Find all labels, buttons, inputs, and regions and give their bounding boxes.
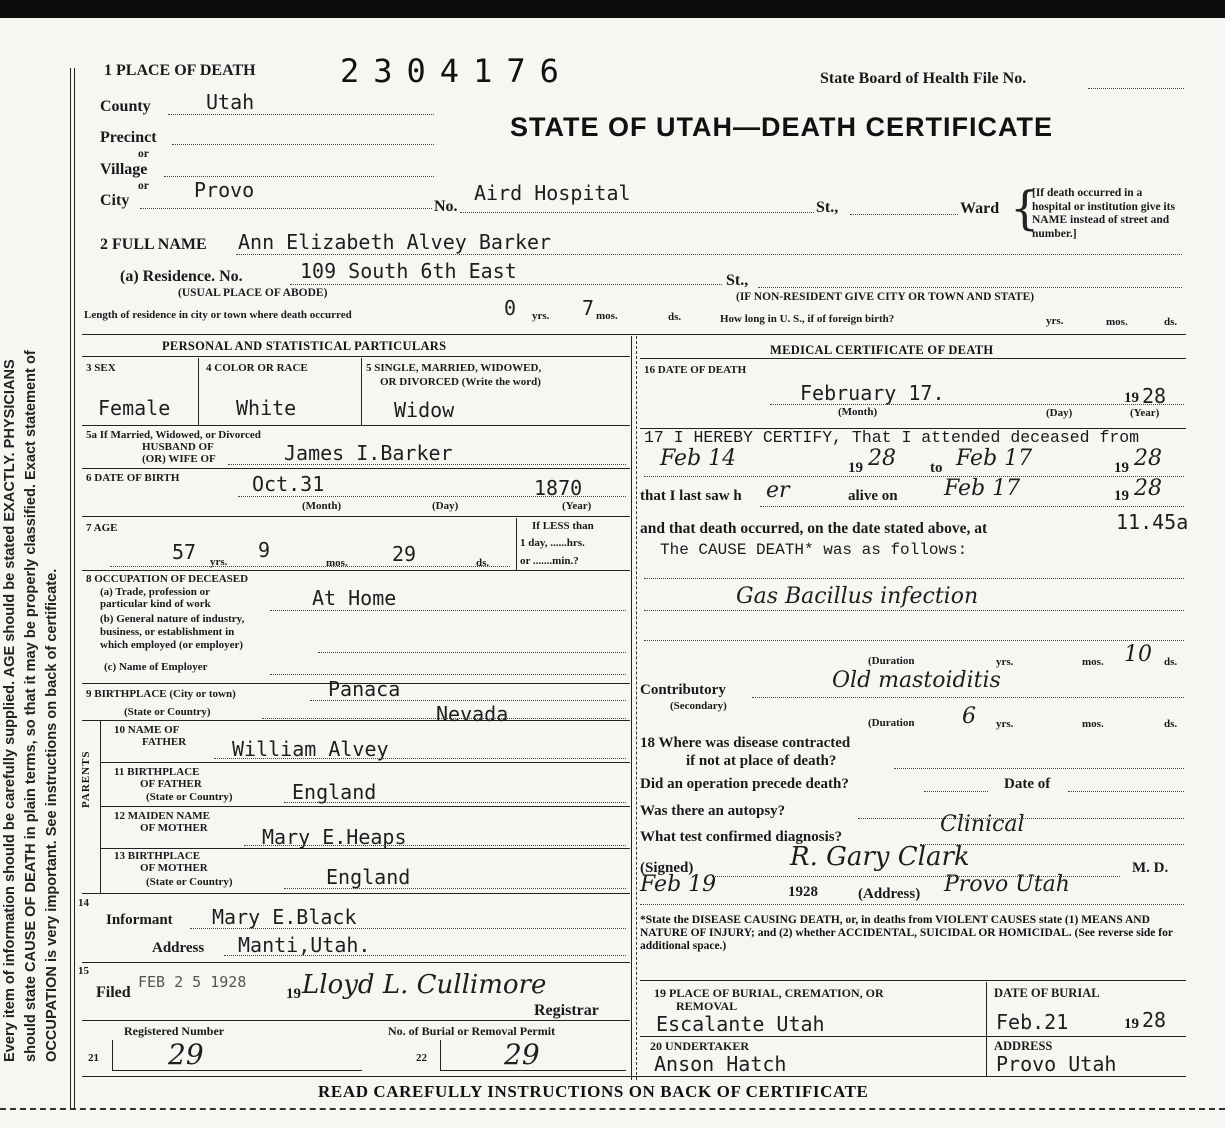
signed-address-label: (Address) <box>858 886 921 902</box>
item-15-label: 15 <box>78 965 89 977</box>
autopsy-label: Was there an autopsy? <box>640 803 786 819</box>
center-divider-dashed <box>636 336 637 1080</box>
undertaker-address-value: Provo Utah <box>996 1052 1117 1076</box>
date-of-death-value: February 17. <box>800 381 945 405</box>
burial-date-value: Feb.21 <box>996 1010 1069 1034</box>
bottom-rule <box>82 1076 1186 1077</box>
cause-line-3 <box>644 640 1184 641</box>
length-yrs-label: yrs. <box>532 310 550 322</box>
rule-before-burial <box>640 980 1186 981</box>
alive-on-label: alive on <box>848 488 898 504</box>
father-label-1: 10 NAME OF <box>114 724 180 736</box>
birthplace-city-line <box>310 700 626 701</box>
operation-date-line <box>1068 791 1184 792</box>
attended-from: Feb 14 <box>660 446 737 471</box>
foreign-mos-label: mos. <box>1106 316 1128 328</box>
duration2-value: 6 <box>962 704 976 729</box>
age-label: 7 AGE <box>86 522 118 534</box>
occupation-b-1: (b) General nature of industry, <box>100 613 245 625</box>
city-value: Provo <box>194 178 255 202</box>
duration-ds-label: ds. <box>1164 656 1178 668</box>
sex-value: Female <box>98 396 171 420</box>
father-bp-2: OF FATHER <box>140 778 202 790</box>
alive-line <box>760 506 1184 507</box>
registrar-signature: Lloyd L. Cullimore <box>302 970 547 1000</box>
scan-bottom-edge <box>0 1108 1225 1128</box>
reg-number-label: Registered Number <box>124 1024 225 1038</box>
rule-after-mother-bp <box>82 893 630 894</box>
informant-label: Informant <box>106 912 173 928</box>
age-days: 29 <box>392 542 417 566</box>
reg-number-value: 29 <box>168 1038 204 1071</box>
file-no-label: State Board of Health File No. <box>820 70 1027 87</box>
undertaker-label: 20 UNDERTAKER <box>650 1039 750 1053</box>
operation-label: Did an operation precede death? <box>640 776 849 792</box>
duration2-yrs-label: yrs. <box>996 718 1014 730</box>
rule-after-age <box>82 570 630 571</box>
age-line <box>110 566 510 567</box>
mother-bp-3: (State or Country) <box>146 876 233 888</box>
age-years: 57 <box>172 540 197 564</box>
burial-date-label: DATE OF BURIAL <box>994 986 1100 1000</box>
mother-bp-1: 13 BIRTHPLACE <box>114 850 201 862</box>
rule-after-sex <box>82 425 630 426</box>
duration2-ds-label: ds. <box>1164 718 1178 730</box>
duration2-label: (Duration <box>868 717 915 729</box>
alive-year-prefix: 19 <box>1114 488 1129 504</box>
undertaker-value: Anson Hatch <box>654 1052 787 1076</box>
signed-address-line <box>640 904 1184 905</box>
birthplace-state-line <box>262 718 626 719</box>
certificate-title: STATE OF UTAH—DEATH CERTIFICATE <box>510 112 1053 142</box>
occupation-line <box>270 610 626 611</box>
birthplace-state: Nevada <box>436 702 509 726</box>
birthplace-state-label: (State or Country) <box>124 706 211 718</box>
occupation-c: (c) Name of Employer <box>104 661 208 673</box>
st-label: St., <box>816 199 839 216</box>
dob-day-label: (Day) <box>432 500 459 512</box>
precinct-label: Precinct <box>100 129 157 146</box>
rule-after-father <box>100 762 630 763</box>
test-value: Clinical <box>940 812 1025 837</box>
length-ds-label: ds. <box>668 311 682 323</box>
burial-col-divider <box>986 982 987 1076</box>
mother-bp-line <box>284 888 626 889</box>
parents-label: PARENTS <box>80 750 92 808</box>
dob-label: 6 DATE OF BIRTH <box>86 472 180 484</box>
physician-signature: R. Gary Clark <box>790 842 970 872</box>
burial-permit-label: No. of Burial or Removal Permit <box>388 1024 556 1038</box>
dob-month-label: (Month) <box>302 500 342 512</box>
personal-header-rule <box>82 356 630 357</box>
from-year: 28 <box>868 446 896 471</box>
md-label: M. D. <box>1132 860 1169 876</box>
contributory-line <box>752 697 1184 698</box>
spouse-line <box>228 464 626 465</box>
date-of-death-label: 16 DATE OF DEATH <box>644 364 747 376</box>
rule-after-birthplace <box>82 720 630 721</box>
signed-label: (Signed) <box>640 860 694 876</box>
color-label: 4 COLOR OR RACE <box>206 362 308 374</box>
item-14-label: 14 <box>78 897 89 909</box>
occupation-b-2: business, or establishment in <box>100 626 235 638</box>
where-contracted-label-1: 18 Where was disease contracted <box>640 735 851 751</box>
secondary-label: (Secondary) <box>670 700 727 712</box>
father-bp-1: 11 BIRTHPLACE <box>114 766 200 778</box>
time-of-death: 11.45a <box>1116 510 1189 534</box>
spouse-label-1: 5a If Married, Widowed, or Divorced <box>86 429 261 441</box>
father-label-2: FATHER <box>142 736 187 748</box>
burial-date-year: 28 <box>1142 1008 1167 1032</box>
marital-label-2: OR DIVORCED (Write the word) <box>380 376 541 388</box>
death-year-label: (Year) <box>1130 407 1160 419</box>
footer-instructions: READ CAREFULLY INSTRUCTIONS ON BACK OF CERTIFICATE <box>318 1082 869 1101</box>
mother-bp-2: OF MOTHER <box>140 862 208 874</box>
filed-19: 19 <box>286 986 301 1002</box>
duration2-mos-label: mos. <box>1082 718 1104 730</box>
contributory-label: Contributory <box>640 682 726 698</box>
undertaker-address-label: ADDRESS <box>994 1039 1053 1053</box>
burial-mid-rule <box>640 1036 1186 1037</box>
occupation-a-2: particular kind of work <box>100 598 211 610</box>
full-name-value: Ann Elizabeth Alvey Barker <box>238 230 552 254</box>
occupation-b-line <box>318 652 626 653</box>
mother-bp-value: England <box>326 865 411 889</box>
age-mos-label: mos. <box>326 557 348 569</box>
birthplace-city: Panaca <box>328 677 401 701</box>
to-year: 28 <box>1134 446 1162 471</box>
village-label: Village <box>100 161 148 178</box>
residence-line <box>290 284 722 285</box>
color-col-divider <box>361 358 362 425</box>
left-frame-line <box>74 68 75 1108</box>
signature-year: 1928 <box>788 884 818 900</box>
rule-after-dob <box>82 516 630 517</box>
duration-yrs-label: yrs. <box>996 656 1014 668</box>
last-saw-her: er <box>766 478 790 503</box>
color-value: White <box>236 396 297 420</box>
parents-divider <box>100 720 101 893</box>
cause-value: Gas Bacillus infection <box>736 584 979 609</box>
ward-label: Ward <box>960 200 1000 217</box>
date-of-death-year: 28 <box>1142 384 1167 408</box>
place-of-death-label: 1 PLACE OF DEATH <box>104 62 256 79</box>
informant-line <box>190 928 626 929</box>
father-bp-line <box>284 802 626 803</box>
to-year-prefix: 19 <box>1114 460 1129 476</box>
street-no-label: No. <box>434 198 458 215</box>
certify-label: 17 I HEREBY CERTIFY, That I attended deceased from <box>644 428 1140 447</box>
burial-permit-box-left <box>440 1040 441 1070</box>
registrar-rule <box>82 1020 630 1021</box>
cause-line-2 <box>644 610 1184 611</box>
burial-place-label-2: REMOVAL <box>676 999 738 1013</box>
age-months: 9 <box>258 538 271 562</box>
operation-date-label: Date of <box>1004 776 1051 792</box>
medical-header-rule <box>640 358 1186 359</box>
burial-place-value: Escalante Utah <box>656 1012 825 1036</box>
county-line <box>168 114 434 115</box>
age-less-divider <box>516 518 517 570</box>
cause-label: The CAUSE DEATH* was as follows: <box>660 541 968 559</box>
file-no-line <box>1088 88 1184 89</box>
county-label: County <box>100 98 151 115</box>
section-divider-top <box>82 334 1186 335</box>
reg-number-box-bottom <box>112 1070 362 1071</box>
street-no-line <box>460 212 814 213</box>
mother-label-1: 12 MAIDEN NAME <box>114 810 210 822</box>
to-label: to <box>930 460 943 476</box>
or-label-1: or <box>138 148 149 160</box>
village-line <box>164 176 434 177</box>
rule-after-father-bp <box>100 806 630 807</box>
employer-line <box>270 674 626 675</box>
burial-date-19: 19 <box>1124 1016 1139 1032</box>
operation-line <box>924 791 988 792</box>
city-line <box>140 208 432 209</box>
informant-value: Mary E.Black <box>212 905 357 929</box>
mother-line <box>244 845 626 846</box>
father-line <box>214 758 626 759</box>
center-divider <box>631 336 632 1080</box>
last-saw-label: that I last saw h <box>640 488 742 504</box>
full-name-label: 2 FULL NAME <box>100 236 207 253</box>
mother-label-2: OF MOTHER <box>140 822 208 834</box>
signature-date: Feb 19 <box>640 872 717 897</box>
sex-label: 3 SEX <box>86 362 116 374</box>
less-label-3: or .......min.? <box>520 555 579 567</box>
sex-col-divider <box>198 358 199 425</box>
occupation-a-1: (a) Trade, profession or <box>100 586 210 598</box>
father-bp-value: England <box>292 780 377 804</box>
cause-footnote: *State the DISEASE CAUSING DEATH, or, in deaths from VIOLENT CAUSES state (1) MEANS AND NATURE OF INJURY; and (2) whether ACCIDENTAL, SUICIDAL OR HOMICIDAL. (See reverse side for additional space.) <box>640 914 1173 952</box>
registrar-label: Registrar <box>534 1002 599 1019</box>
birthplace-label: 9 BIRTHPLACE (City or town) <box>86 688 236 700</box>
residence-label: (a) Residence. No. <box>120 268 243 285</box>
less-label-1: If LESS than <box>532 520 594 532</box>
occupation-value: At Home <box>312 586 397 610</box>
ward-brace: { <box>1010 181 1040 235</box>
spouse-value: James I.Barker <box>284 441 453 465</box>
father-value: William Alvey <box>232 737 389 761</box>
informant-address-label: Address <box>152 940 205 956</box>
dob-year-label: (Year) <box>562 500 592 512</box>
occurred-label: and that death occurred, on the date stated above, at <box>640 520 988 537</box>
reg-number-box-left <box>112 1040 113 1070</box>
filed-stamp: FEB 2 5 1928 <box>138 973 247 991</box>
residence-value: 109 South 6th East <box>300 259 517 283</box>
informant-address-value: Manti,Utah. <box>238 933 371 957</box>
burial-place-label-1: 19 PLACE OF BURIAL, CREMATION, OR <box>654 986 884 1000</box>
age-ds-label: ds. <box>476 557 490 569</box>
side-instructions-line-3: OCCUPATION is very important. See instructions on back of certificate. <box>44 568 60 1062</box>
length-mos-label: mos. <box>596 310 618 322</box>
less-label-2: 1 day, ......hrs. <box>520 537 585 549</box>
duration-value: 10 <box>1124 642 1152 667</box>
side-instructions-line-2: should state CAUSE OF DEATH in plain terms, so that it may be properly classified. Exact statement of <box>23 350 39 1062</box>
city-label: City <box>100 192 130 209</box>
foreign-yrs-label: yrs. <box>1046 315 1064 327</box>
signed-address-value: Provo Utah <box>944 872 1070 897</box>
residence-st-label: St., <box>726 272 749 289</box>
item-21-label: 21 <box>88 1052 99 1064</box>
duration-label: (Duration <box>868 655 915 667</box>
foreign-label: How long in U. S., if of foreign birth? <box>720 313 895 325</box>
dob-line <box>238 496 626 497</box>
age-yrs-label: yrs. <box>210 556 228 568</box>
scan-top-edge <box>0 0 1225 18</box>
date-of-death-19: 19 <box>1124 390 1139 406</box>
alive-on-value: Feb 17 <box>944 476 1021 501</box>
mother-value: Mary E.Heaps <box>262 825 407 849</box>
spouse-label-3: (OR) WIFE OF <box>142 453 216 465</box>
cause-line-1 <box>644 578 1184 579</box>
spouse-label-2: HUSBAND OF <box>142 441 214 453</box>
attended-line <box>644 476 1184 477</box>
rule-after-spouse <box>82 468 630 469</box>
county-value: Utah <box>206 90 255 114</box>
marital-value: Widow <box>394 398 455 422</box>
length-mos-value: 7 <box>582 296 595 320</box>
burial-permit-value: 29 <box>504 1038 540 1071</box>
length-yrs-value: 0 <box>504 296 517 320</box>
side-instructions-line-1: Every item of information should be carefully supplied. AGE should be stated EXACTLY. PHYSICIANS <box>2 359 18 1062</box>
father-bp-3: (State or Country) <box>146 791 233 803</box>
left-frame-line-2 <box>70 68 71 1108</box>
test-label: What test confirmed diagnosis? <box>640 829 843 845</box>
medical-section-title: MEDICAL CERTIFICATE OF DEATH <box>770 343 994 357</box>
certificate-number: 2304176 <box>340 52 573 90</box>
where-contracted-label-2: if not at place of death? <box>686 753 837 769</box>
st-line <box>850 214 958 215</box>
institution-note: [If death occurred in a hospital or institution give its NAME instead of street and number.] <box>1032 187 1175 240</box>
dob-value: Oct.31 <box>252 472 325 496</box>
residence-st-line <box>758 287 1182 288</box>
where-contracted-line <box>894 768 1184 769</box>
occupation-b-3: which employed (or employer) <box>100 639 244 651</box>
or-label-2: or <box>138 180 149 192</box>
duration-mos-label: mos. <box>1082 656 1104 668</box>
foreign-ds-label: ds. <box>1164 316 1178 328</box>
full-name-line <box>236 254 1182 255</box>
item-22-label: 22 <box>416 1052 427 1064</box>
informant-address-line <box>224 955 626 956</box>
dob-year: 1870 <box>534 476 583 500</box>
attended-to: Feb 17 <box>956 446 1033 471</box>
filed-label: Filed <box>96 984 131 1001</box>
nonresident-label: (IF NON-RESIDENT GIVE CITY OR TOWN AND STATE) <box>736 291 1035 303</box>
occupation-label: 8 OCCUPATION OF DECEASED <box>86 573 249 585</box>
personal-section-title: PERSONAL AND STATISTICAL PARTICULARS <box>162 339 447 353</box>
precinct-line <box>172 144 434 145</box>
death-month-label: (Month) <box>838 406 878 418</box>
abode-label: (USUAL PLACE OF ABODE) <box>178 287 328 299</box>
rule-after-informant <box>82 962 630 963</box>
contributory-value: Old mastoiditis <box>832 668 1001 693</box>
length-label: Length of residence in city or town where death occurred <box>84 309 352 321</box>
death-day-label: (Day) <box>1046 407 1073 419</box>
date-of-death-line <box>770 404 1184 405</box>
from-year-prefix: 19 <box>848 460 863 476</box>
marital-label-1: 5 SINGLE, MARRIED, WIDOWED, <box>366 362 542 374</box>
alive-year: 28 <box>1134 476 1162 501</box>
street-no-value: Aird Hospital <box>474 181 631 205</box>
